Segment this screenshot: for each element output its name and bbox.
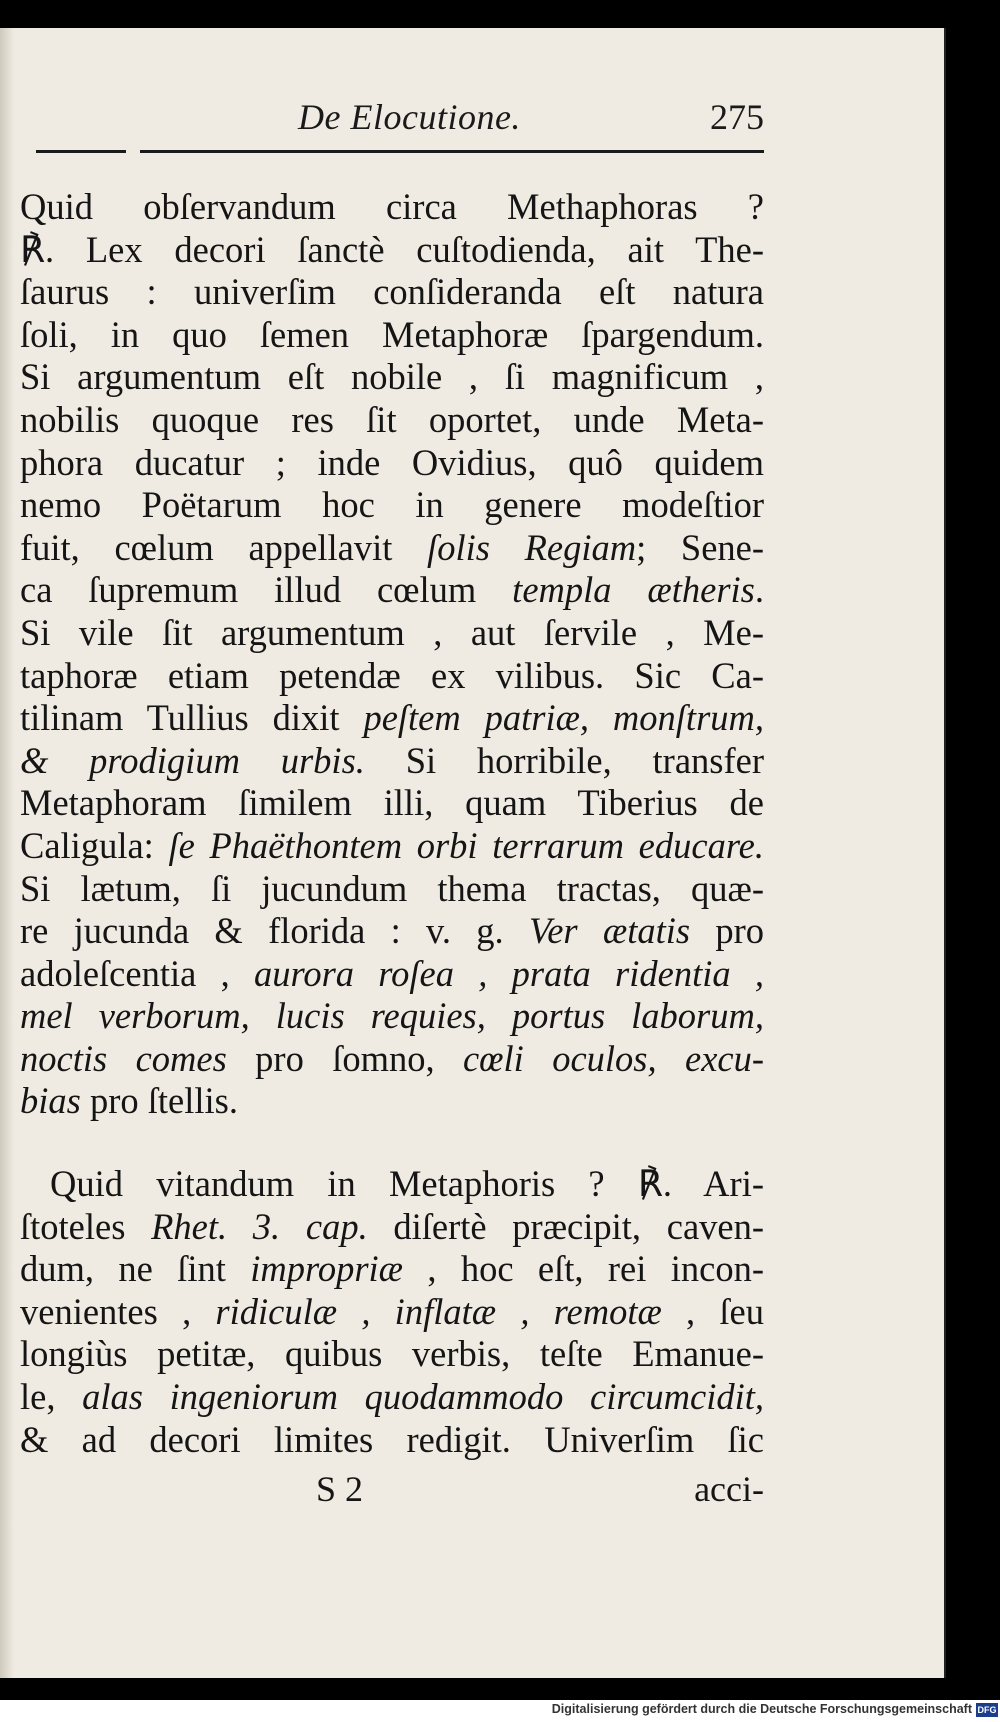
- page-number: 275: [710, 97, 764, 137]
- page-footer: [20, 1468, 764, 1512]
- text-line: Si vile ſit argumentum , aut ſervile , Me-: [20, 611, 764, 653]
- text-line: ſtoteles Rhet. 3. cap. diſertè præcipit, caven-: [20, 1205, 764, 1247]
- running-title: De Elocutione.: [298, 97, 521, 137]
- body-text: [20, 186, 764, 1461]
- page-header: [36, 96, 764, 156]
- text-line: Metaphoram ſimilem illi, quam Tiberius de: [20, 782, 764, 824]
- page-edge-shadow: [0, 28, 14, 1678]
- text-line: bias pro ſtellis.: [20, 1080, 238, 1122]
- text-line: adoleſcentia , aurora roſea , prata ridentia ,: [20, 952, 764, 994]
- text-line: tilinam Tullius dixit peſtem patriæ, monſtrum,: [20, 697, 765, 739]
- text-line: Caligula: ſe Phaëthontem orbi terrarum educare.: [20, 824, 764, 866]
- text-line: venientes , ridiculæ , inflatæ , remotæ , ſeu: [20, 1290, 765, 1332]
- text-line: nobilis quoque res ſit oportet, unde Meta-: [20, 398, 764, 440]
- text-line: ca ſupremum illud cœlum templa ætheris.: [20, 569, 764, 611]
- text-line: & ad decori limites redigit. Univerſim ſic: [20, 1418, 764, 1460]
- text-line: ℟. Lex decori ſanctè cuſtodienda, ait The-: [20, 228, 764, 270]
- text-line: noctis comes pro ſomno, cœli oculos, excu-: [20, 1037, 764, 1079]
- text-line: Quid vitandum in Metaphoris ? ℟. Ari-: [50, 1163, 764, 1205]
- text-line: Si argumentum eſt nobile , ſi magnificum ,: [20, 356, 764, 398]
- text-line: ſoli, in quo ſemen Metaphoræ ſpargendum.: [20, 313, 764, 355]
- text-line: phora ducatur ; inde Ovidius, quô quidem: [20, 441, 764, 483]
- header-rule: [36, 150, 764, 153]
- funding-notice: Digitalisierung gefördert durch die Deutsche Forschungsgemeinschaft: [551, 1702, 972, 1716]
- text-line: longiùs petitæ, quibus verbis, teſte Emanue-: [20, 1333, 764, 1375]
- text-line: dum, ne ſint impropriæ , hoc eſt, rei incon-: [20, 1248, 764, 1290]
- text-line: taphoræ etiam petendæ ex vilibus. Sic Ca-: [20, 654, 764, 696]
- text-line: Si lætum, ſi jucundum thema tractas, quæ-: [20, 867, 764, 909]
- funding-bar: [0, 1700, 1000, 1722]
- text-line: & prodigium urbis. Si horribile, transfer: [20, 739, 764, 781]
- text-line: nemo Poëtarum hoc in genere modeſtior: [20, 484, 764, 526]
- signature-mark: S 2: [316, 1469, 364, 1509]
- text-line: le, alas ingeniorum quodammodo circumcidit,: [20, 1376, 765, 1418]
- text-line: re jucunda & florida : v. g. Ver ætatis pro: [20, 910, 764, 952]
- text-line: fuit, cœlum appellavit ſolis Regiam; Sene-: [20, 526, 764, 568]
- text-line: mel verborum, lucis requies, portus laborum,: [20, 995, 764, 1037]
- dfg-logo-icon: DFG: [977, 1705, 997, 1715]
- catchword: acci-: [694, 1469, 764, 1509]
- text-line: ſaurus : univerſim conſideranda eſt natura: [20, 271, 764, 313]
- text-line: Quid obſervandum circa Methaphoras ?: [20, 186, 764, 227]
